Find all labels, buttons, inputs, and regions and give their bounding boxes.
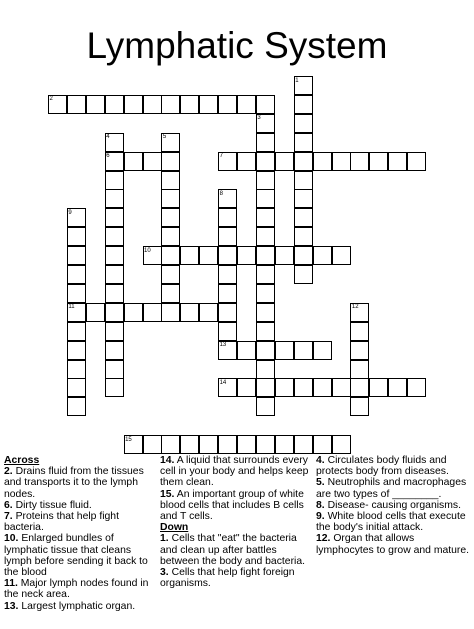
crossword-cell[interactable] — [294, 378, 313, 397]
crossword-cell[interactable] — [294, 208, 313, 227]
clue-across-13: 13. Largest lymphatic organ. — [4, 600, 136, 612]
crossword-cell[interactable] — [161, 227, 180, 246]
crossword-cell[interactable] — [218, 208, 237, 227]
crossword-cell[interactable] — [161, 303, 180, 322]
clue-across-7: 7. Proteins that help fight bacteria. — [4, 511, 119, 534]
crossword-cell[interactable] — [313, 435, 332, 454]
crossword-cell[interactable] — [161, 171, 180, 190]
crossword-cell[interactable] — [350, 341, 369, 360]
crossword-cell[interactable] — [105, 378, 124, 397]
crossword-cell[interactable] — [67, 227, 86, 246]
crossword-cell[interactable] — [237, 378, 256, 397]
crossword-cell[interactable] — [124, 152, 143, 171]
crossword-cell[interactable] — [199, 303, 218, 322]
crossword-cell[interactable] — [180, 303, 199, 322]
crossword-cell[interactable] — [67, 397, 86, 416]
clue-down-1: 1. Cells that "eat" the bacteria and clean up after battles between the body and bacteria. — [160, 533, 305, 567]
clue-down-9: 9. White blood cells that execute the body's initial attack. — [316, 511, 466, 534]
crossword-cell[interactable] — [218, 284, 237, 303]
crossword-cell[interactable] — [67, 284, 86, 303]
puzzle-title: Lymphatic System — [86, 25, 388, 66]
crossword-cell[interactable] — [350, 322, 369, 341]
crossword-cell[interactable] — [256, 378, 275, 397]
crossword-cell[interactable] — [161, 208, 180, 227]
crossword-cell[interactable] — [67, 265, 86, 284]
clue-down-12: 12. Organ that allows lymphocytes to grow and mature. — [316, 533, 470, 556]
crossword-cell[interactable] — [161, 152, 180, 171]
crossword-cell[interactable] — [256, 208, 275, 227]
crossword-cell[interactable] — [237, 435, 256, 454]
clue-across-11: 11. Major lymph nodes found in the neck area. — [4, 578, 149, 601]
crossword-cell[interactable] — [256, 303, 275, 322]
crossword-cell[interactable] — [294, 133, 313, 152]
clue-number-5: 5 — [162, 134, 167, 141]
crossword-cell[interactable] — [275, 435, 294, 454]
clue-number-15: 15 — [125, 436, 132, 443]
clue-number-6: 6 — [106, 153, 110, 160]
crossword-cell[interactable] — [313, 341, 332, 360]
crossword-cell[interactable] — [105, 208, 124, 227]
clue-down-3: 3. Cells that help fight foreign organisms. — [160, 567, 295, 590]
clue-number-8: 8 — [219, 190, 223, 197]
crossword-cell[interactable] — [256, 95, 275, 114]
crossword-cell[interactable] — [67, 341, 86, 360]
crossword-cell[interactable] — [256, 246, 275, 265]
crossword-cell[interactable] — [161, 284, 180, 303]
crossword-cell[interactable] — [350, 360, 369, 379]
clue-number-9: 9 — [68, 209, 72, 216]
crossword-cell[interactable] — [294, 152, 313, 171]
crossword-cell[interactable] — [218, 246, 237, 265]
crossword-cell[interactable] — [143, 95, 162, 114]
crossword-cell[interactable] — [275, 341, 294, 360]
clue-across-10: 10. Enlarged bundles of lymphatic tissue that cleans lymph before sending it back to the blood — [4, 533, 148, 579]
crossword-cell[interactable] — [218, 435, 237, 454]
crossword-cell[interactable] — [350, 397, 369, 416]
crossword-cell[interactable] — [237, 246, 256, 265]
crossword-cell[interactable] — [275, 246, 294, 265]
crossword-cell[interactable] — [218, 265, 237, 284]
crossword-cell[interactable] — [67, 360, 86, 379]
crossword-cell[interactable] — [161, 246, 180, 265]
crossword-cell[interactable] — [199, 95, 218, 114]
crossword-cell[interactable] — [218, 303, 237, 322]
crossword-cell[interactable] — [199, 246, 218, 265]
crossword-cell[interactable] — [332, 378, 351, 397]
crossword-cell[interactable] — [256, 189, 275, 208]
crossword-cell[interactable] — [388, 378, 407, 397]
clue-across-14: 14. A liquid that surrounds every cell in your body and helps keep them clean. — [160, 455, 309, 489]
crossword-cell[interactable] — [332, 152, 351, 171]
crossword-cell[interactable] — [86, 303, 105, 322]
clue-down-8: 8. Disease- causing organisms. — [316, 499, 461, 511]
clues-column-3 — [316, 455, 470, 556]
crossword-cell[interactable] — [180, 246, 199, 265]
crossword-cell[interactable] — [237, 152, 256, 171]
crossword-cell[interactable] — [332, 246, 351, 265]
crossword-cell[interactable] — [143, 152, 162, 171]
crossword-cell[interactable] — [86, 95, 105, 114]
crossword-cell[interactable] — [161, 265, 180, 284]
clue-across-15: 15. An important group of white blood cells that includes B cells and T cells. — [160, 488, 304, 523]
crossword-cell[interactable] — [218, 95, 237, 114]
crossword-cell[interactable] — [294, 189, 313, 208]
clue-across-2: 2. Drains fluid from the tissues and transports it to the lymph nodes. — [4, 466, 144, 500]
crossword-cell[interactable] — [124, 95, 143, 114]
down-header: Down — [160, 522, 189, 534]
crossword-cell[interactable] — [67, 322, 86, 341]
clue-number-3: 3 — [257, 115, 261, 122]
crossword-cell[interactable] — [237, 341, 256, 360]
clues-column-2 — [160, 455, 310, 589]
crossword-cell[interactable] — [369, 378, 388, 397]
crossword-cell[interactable] — [67, 378, 86, 397]
crossword-cell[interactable] — [105, 171, 124, 190]
crossword-cell[interactable] — [105, 95, 124, 114]
crossword-cell[interactable] — [294, 95, 313, 114]
crossword-cell[interactable] — [256, 284, 275, 303]
clue-number-2: 2 — [49, 96, 53, 103]
clue-number-13: 13 — [219, 342, 227, 349]
crossword-cell[interactable] — [256, 322, 275, 341]
clue-down-5: 5. Neutrophils and macrophages are two types of ________. — [316, 477, 467, 500]
crossword-cell[interactable] — [294, 265, 313, 284]
crossword-cell[interactable] — [161, 189, 180, 208]
crossword-cell[interactable] — [105, 265, 124, 284]
crossword-cell[interactable] — [256, 133, 275, 152]
crossword-cell[interactable] — [256, 152, 275, 171]
clue-number-14: 14 — [219, 379, 227, 386]
crossword-cell[interactable] — [105, 284, 124, 303]
clue-number-12: 12 — [351, 304, 359, 311]
crossword-cell[interactable] — [218, 322, 237, 341]
crossword-cell[interactable] — [256, 435, 275, 454]
crossword-cell[interactable] — [105, 246, 124, 265]
crossword-cell[interactable] — [124, 303, 143, 322]
crossword-cell[interactable] — [105, 360, 124, 379]
crossword-cell[interactable] — [256, 265, 275, 284]
crossword-cell[interactable] — [388, 152, 407, 171]
crossword-cell[interactable] — [313, 378, 332, 397]
clue-number-4: 4 — [106, 134, 110, 141]
crossword-cell[interactable] — [407, 378, 426, 397]
crossword-cell[interactable] — [350, 378, 369, 397]
crossword-cell[interactable] — [332, 435, 351, 454]
clue-number-11: 11 — [68, 304, 75, 311]
crossword-cell[interactable] — [275, 378, 294, 397]
crossword-cell[interactable] — [313, 246, 332, 265]
crossword-cell[interactable] — [256, 397, 275, 416]
crossword-cell[interactable] — [161, 95, 180, 114]
crossword-cell[interactable] — [199, 435, 218, 454]
crossword-cell[interactable] — [256, 360, 275, 379]
crossword-cell[interactable] — [218, 227, 237, 246]
crossword-cell[interactable] — [105, 303, 124, 322]
across-header: Across — [4, 455, 40, 466]
crossword-cell[interactable] — [294, 171, 313, 190]
crossword-cell[interactable] — [294, 227, 313, 246]
crossword-cell[interactable] — [313, 152, 332, 171]
crossword-cell[interactable] — [275, 152, 294, 171]
crossword-cell[interactable] — [105, 227, 124, 246]
crossword-cell[interactable] — [105, 189, 124, 208]
crossword-cell[interactable] — [67, 95, 86, 114]
crossword-cell[interactable] — [350, 152, 369, 171]
crossword-cell[interactable] — [294, 341, 313, 360]
clue-down-4: 4. Circulates body fluids and protects body from diseases. — [316, 455, 449, 478]
crossword-cell[interactable] — [256, 341, 275, 360]
clues-column-1 — [4, 455, 154, 612]
clue-number-10: 10 — [144, 247, 151, 254]
crossword-cell[interactable] — [180, 95, 199, 114]
crossword-cell[interactable] — [369, 152, 388, 171]
crossword-cell[interactable] — [294, 246, 313, 265]
clue-across-6: 6. Dirty tissue fluid. — [4, 499, 92, 511]
crossword-cell[interactable] — [294, 435, 313, 454]
crossword-cell[interactable] — [143, 435, 162, 454]
clue-number-1: 1 — [295, 77, 299, 84]
clue-number-7: 7 — [219, 153, 223, 160]
crossword-cell[interactable] — [67, 246, 86, 265]
crossword-cell[interactable] — [143, 303, 162, 322]
crossword-cell[interactable] — [180, 435, 199, 454]
crossword-cell[interactable] — [294, 114, 313, 133]
crossword-cell[interactable] — [407, 152, 426, 171]
crossword-cell[interactable] — [237, 95, 256, 114]
crossword-cell[interactable] — [161, 435, 180, 454]
crossword-cell[interactable] — [105, 341, 124, 360]
crossword-cell[interactable] — [256, 171, 275, 190]
crossword-cell[interactable] — [256, 227, 275, 246]
crossword-cell[interactable] — [105, 322, 124, 341]
